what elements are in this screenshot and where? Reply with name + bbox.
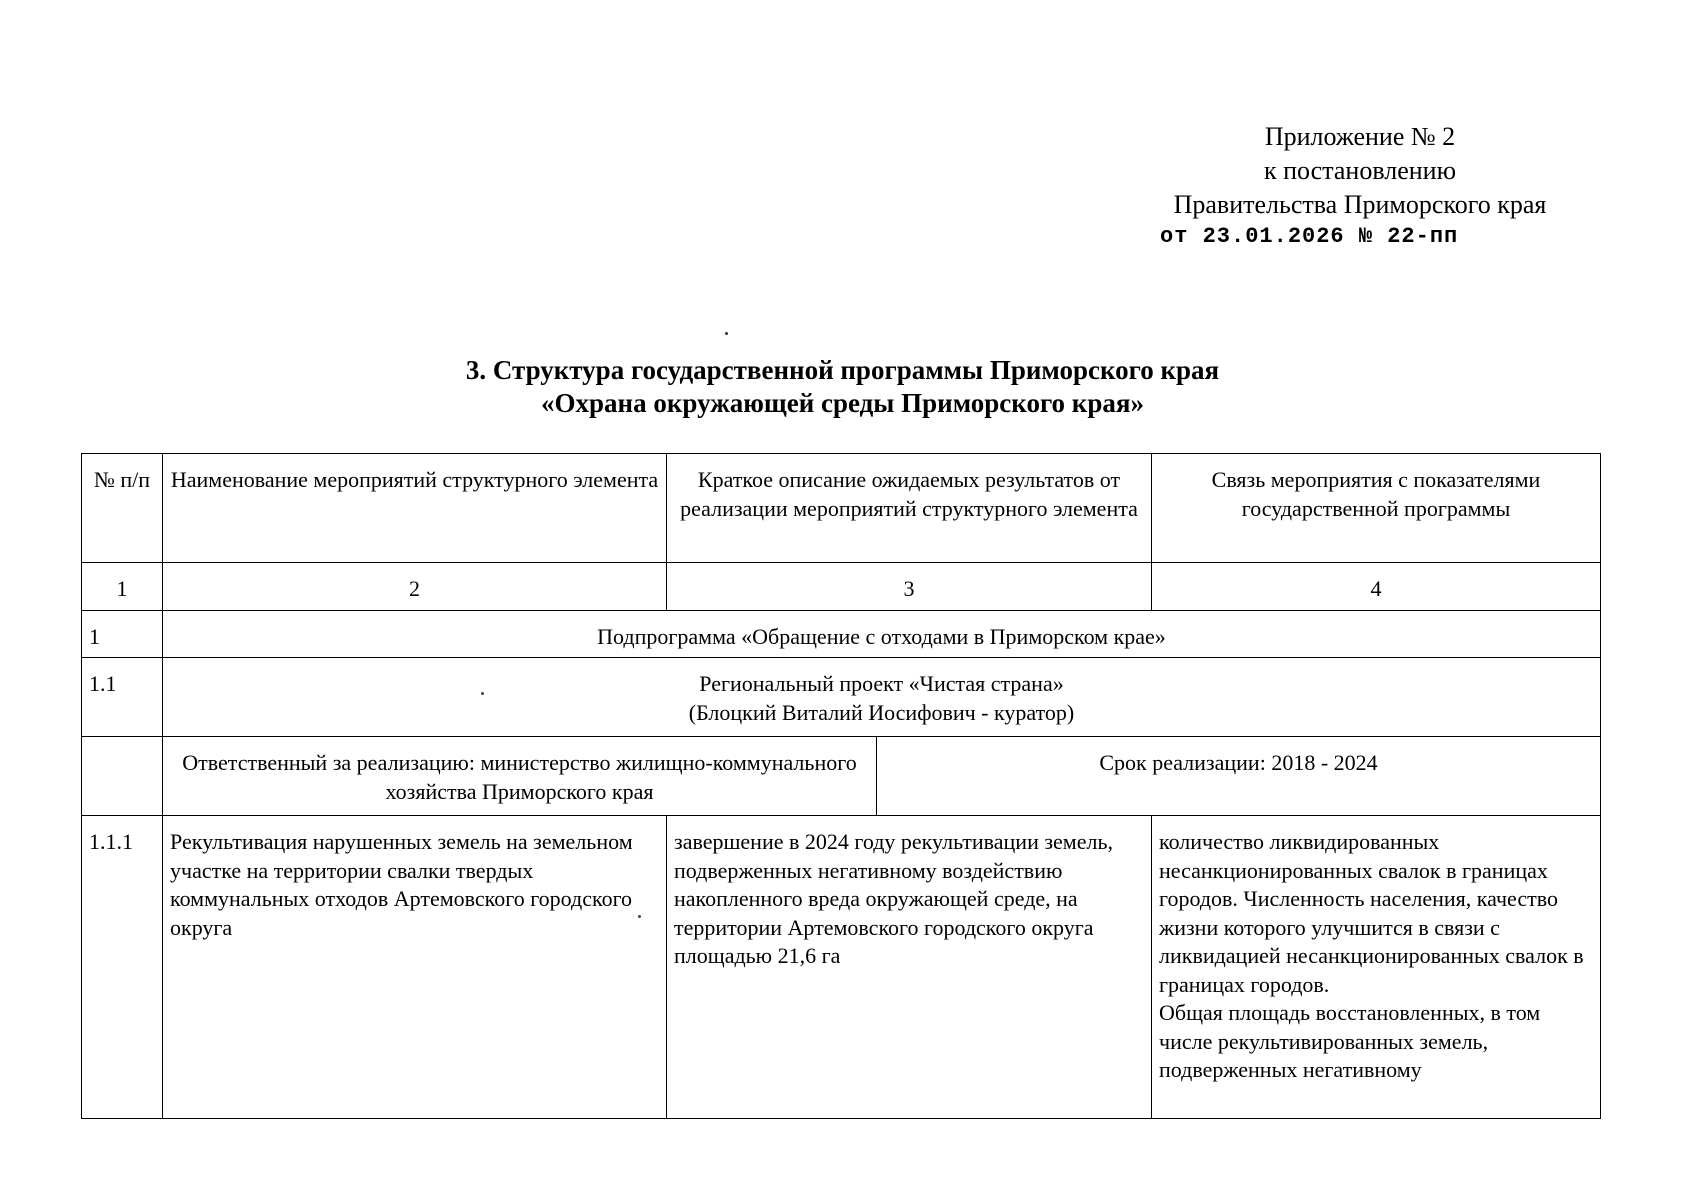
column-number-2: 2 xyxy=(163,563,667,611)
responsible-executor: Ответственный за реализацию: министерство жилищно-коммунального хозяйства Приморского края xyxy=(163,737,877,816)
appendix-line-1: Приложение № 2 xyxy=(1264,122,1456,151)
project-num: 1.1 xyxy=(82,658,163,737)
appendix-block xyxy=(1120,120,1600,252)
title-line-1: 3. Структура государственной программы Приморского края xyxy=(465,355,1220,385)
header-row xyxy=(82,454,1601,563)
row-indicators xyxy=(1152,816,1601,1119)
scan-speck xyxy=(638,915,641,918)
stray-mark xyxy=(725,332,728,335)
column-numbers-row xyxy=(82,563,1601,611)
table-row xyxy=(82,816,1601,1119)
header-result: Краткое описание ожидаемых результатов от реализации мероприятий структурного элемента xyxy=(667,454,1152,563)
header-name: Наименование мероприятий структурного элемента xyxy=(163,454,667,563)
responsible-num-empty xyxy=(82,737,163,816)
project-cell xyxy=(163,658,1601,737)
project-title: Региональный проект «Чистая страна» xyxy=(699,671,1064,696)
registration-stamp: от 23.01.2026 № 22-пп xyxy=(1160,224,1459,249)
subprogram-row xyxy=(82,610,1601,658)
title-line-2: «Охрана окружающей среды Приморского края» xyxy=(541,388,1144,418)
row-num: 1.1.1 xyxy=(82,816,163,1119)
column-number-4: 4 xyxy=(1152,563,1601,611)
column-number-1: 1 xyxy=(82,563,163,611)
row-indicators-part-2: Общая площадь восстановленных, в том числе рекультивированных земель, подверженных негативному xyxy=(1159,1000,1541,1082)
appendix-line-3: Правительства Приморского края xyxy=(1173,190,1547,219)
header-indicators: Связь мероприятия с показателями государственной программы xyxy=(1152,454,1601,563)
scan-speck xyxy=(481,692,484,695)
subprogram-num: 1 xyxy=(82,610,163,658)
row-indicators-part-1: количество ликвидированных несанкционированных свалок в границах городов. Численность населения, качество жизни которого улучшится в связи с ликвидацией несанкционированных свалок в границах городов. xyxy=(1159,829,1584,997)
appendix-line-2: к постановлению xyxy=(1263,156,1457,185)
row-expected-result: завершение в 2024 году рекультивации земель, подверженных негативному воздействию накопленного вреда окружающей среде, на территории Артемовского городского округа площадью 21,6 га xyxy=(667,816,1152,1119)
project-curator: (Блоцкий Виталий Иосифович - куратор) xyxy=(688,699,1075,725)
header-num: № п/п xyxy=(82,454,163,563)
subprogram-title: Подпрограмма «Обращение с отходами в Приморском крае» xyxy=(163,610,1601,658)
project-row xyxy=(82,658,1601,737)
implementation-term: Срок реализации: 2018 - 2024 xyxy=(877,737,1601,816)
responsible-row xyxy=(82,737,1601,816)
column-number-3: 3 xyxy=(667,563,1152,611)
document-title xyxy=(0,354,1685,420)
row-activity-name: Рекультивация нарушенных земель на земельном участке на территории свалки твердых коммунальных отходов Артемовского городского округа xyxy=(163,816,667,1119)
program-structure-table xyxy=(81,453,1601,1119)
